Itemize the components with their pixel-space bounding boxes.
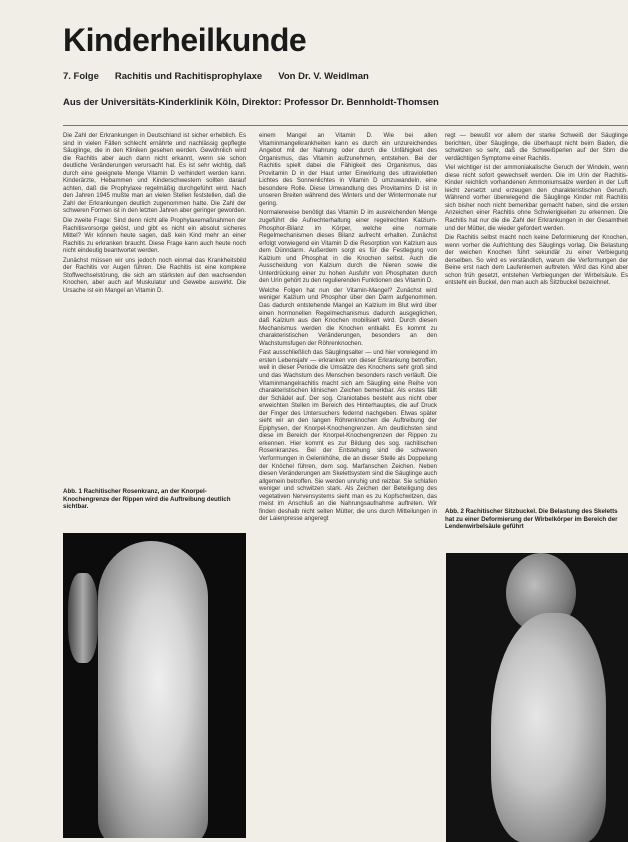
- paragraph: regt — bewußt vor allem der starke Schweiß der Säuglinge berichten, über Säuglinge, die überhaupt nicht beim Baden, die schwitzen so sehr, daß die Schweißperlen auf der Stirn die verdächtigen Symptome einer Rachitis.: [445, 132, 628, 162]
- paragraph: Viel wichtiger ist der ammoniakalische Geruch der Windeln, wenn diese nicht sofort gewechselt werden. Die im Urin der Rachitis-Kinder reichlich vorhandenen Ammoniumsalze werden in der Luft leicht zersetzt und erzeugen den charakteristischen Geruch. Während vorher überwiegend die Säuglinge Kinder mit Rachitis sich bisher noch nicht bemerkbar gemacht haben, sind die ersten Anzeichen einer Rachitis ohne Schwierigkeiten zu erkennen. Die Rachitis hat nur die die Zahl der Erkrankungen in der Gesamtheit und der Mütter, die wieder gefordert werden.: [445, 164, 628, 232]
- figure-2-caption: Abb. 2 Rachitischer Sitzbuckel. Die Belastung des Skeletts hat zu einer Deformierung der Wirbelkörper im Bereich der Lendenwirbelsäule geführt: [445, 508, 618, 531]
- paragraph: einem Mangel an Vitamin D. Wie bei allen Vitaminmangelkrankheiten kann es durch ein unzureichendes Angebot mit der Nahrung oder durch die Unfähigkeit des Organismus, das Vitamin aufzunehmen, entstehen. Bei der Rachitis spielt dabei die Fähigkeit des Organismus, das Provitamin D in der Haut unter Einwirkung des ultravioletten Lichtes des Sonnenlichtes in Vitamin D umzuwandeln, eine besondere Rolle. Diese Umwandlung des Provitamins D ist in unseren Breiten während des Winters und der Wintermonate nur gering.: [259, 132, 437, 207]
- paragraph: Die Zahl der Erkrankungen in Deutschland ist sicher erheblich. Es sind in vielen Fällen schlecht ernährte und nachlässig gepflegte Säuglinge, die in den Kliniken gesehen werden. Gewöhnlich wird die Rachitis aber auch dann nicht erkannt, wenn sie schon deutliche Veränderungen verursacht hat. Es ist sehr wichtig, daß durch eine geeignete Menge Vitamin D verhindert werden kann. Kinderärzte, Hebammen und Kinderschwestern sollten darauf achten, daß die Prophylaxe regelmäßig durchgeführt wird. Nach den Jahren 1945 mußte man an vielen Stellen feststellen, daß die Zahl der Erkrankungen deutlich zugenommen hatte. Die Zahl der schweren Formen ist in den letzten Jahren aber geringer geworden.: [63, 132, 246, 215]
- article-topic: Rachitis und Rachitisprophylaxe: [114, 71, 263, 82]
- photo-shape: [68, 573, 98, 663]
- header-divider: [63, 125, 628, 126]
- page-title: Kinderheilkunde: [63, 22, 307, 58]
- photo-shape: [491, 613, 606, 842]
- paragraph: Fast ausschließlich das Säuglingsalter — und hier vorwiegend im ersten Lebensjahr — erkranken von dieser Erkrankung betroffen, weil in dieser Periode die Umsätze des Knochens sehr groß sind und das Wachstum des Menschen besonders rasch verläuft. Die Vitaminmangelrachitis macht sich am Säugling eine Reihe von charakteristischen klinischen Zeichen bemerkbar. Als erstes fällt der Schädel auf. Der sog. Craniotabes besteht aus nicht ober erweichten Stellen im Bereich des Hinterhauptes, die auf Druck der Finger des Untersuchers federnd nachgeben. Etwas später sieht wir an den langen Röhrenknochen die Auftreibung der Epiphysen, der Knorpel-Knochengrenzen. Am deutlichsten sind diese im Bereich der Knorpel-Knochengrenzen der Rippen zu erkennen. Hier kommt es zur Bildung des sog. rachitischen Rosenkranzes. Bei der Entstehung sind die schweren Verformungen in Gelenkhöhe, die an dieser Stelle als Doppelung der Knöchel führen, dem sog. Marfanschen Zeichen. Neben diesen Veränderungen am Skelettsystem sind die Säuglinge auch allgemein betroffen. Sie werden unruhig und reizbar. Sie schlafen weniger und schwitzen stark. Als Zeichen der Beteiligung des vegetativen Nervensystems sieht man es zu Kopfschwitzen, das meist im Anschluß an die Nahrungsaufnahme auftreten. Wir finden deshalb nicht selten Mütter, die uns durch Mitteilungen in der Laienpresse angeregt: [259, 349, 437, 523]
- clinic-affiliation: Aus der Universitäts-Kinderklinik Köln, Direktor: Professor Dr. Bennholdt-Thomsen: [63, 97, 439, 108]
- photo-shape: [98, 541, 208, 838]
- article-meta: [63, 71, 369, 82]
- text-column-3: [445, 132, 628, 432]
- series-number: 7. Folge: [63, 71, 99, 82]
- figure-1-photo: [63, 533, 246, 838]
- paragraph: Zunächst müssen wir uns jedoch noch einmal das Krankheitsbild der Rachitis vor Augen führen. Die Rachitis ist eine komplexe Stoffwechselstörung, die sich am stärksten auf den wachsenden Knochen, aber auch auf Muskulatur und Gewebe auswirkt. Die Ursache ist ein Mangel an Vitamin D.: [63, 256, 246, 294]
- article-author: Von Dr. V. Weidlman: [278, 71, 369, 82]
- text-column-2: [259, 132, 437, 837]
- paragraph: Die Rachitis selbst macht noch keine Deformierung der Knochen, wenn vorher die Aufrichtung des Säuglings vorlag. Die Belastung der weichen Knochen führt sekundär zu einer Verbiegung derselben. So wird es verständlich, warum die Verformungen der Beine erst nach dem Laufenlernen auftreten. Wird das Kind aber schon früh gesetzt, entstehen Verbiegungen der Wirbelsäule. Es entsteht ein Buckel, den man auch als Sitzbuckel bezeichnet.: [445, 234, 628, 287]
- paragraph: Normalerweise benötigt das Vitamin D im ausreichenden Menge zugeführt die Aufrechterhaltung einer regelrechten Kalzium-Phosphor-Bilanz im Körper, welche eine normale Regelmechanismen dieses Bilanz aufrecht erhalten. Zunächst erfolgt vorwiegend ein Vitamin D die Resorption von Kalzium aus dem Dünndarm. Außerdem sorgt es für die Festlegung von Kalzium und Phosphat in die Knochen selbst. Auch die Ausscheidung von Kalzium durch die Nieren sowie die Unterdrückung einer zu hohen Ausfuhr von Phosphaten durch den Urin gehört zu den regulierenden Funktionen des Vitamin D.: [259, 209, 437, 285]
- paragraph: Die zweite Frage: Sind denn nicht alle Prophylaxemaßnahmen der Rachitisvorsorge gelöst, und gibt es nicht ein absolut sicheres Mittel? Wir können heute sagen, daß kein Kind mehr an einer Rachitis zu erkranken braucht. Diese Frage kann auch heute noch nicht eindeutig beantwortet werden.: [63, 217, 246, 255]
- text-column-1: [63, 132, 246, 462]
- figure-2-photo: [446, 553, 628, 842]
- paragraph: Welche Folgen hat nun der Vitamin-Mangel? Zunächst wird weniger Kalzium und Phosphor über den Darm aufgenommen. Das dadurch entstehende Mangel an Kalzium im Blut wird über einen hormonellen Regelmechanismus dadurch ausgeglichen, daß Kalzium aus den Knochen mobilisiert wird. Durch diesen Mechanismus werden die Knochen entkalkt. Es kommt zu charakteristischen Veränderungen, besonders an den Wachstumsfugen der Röhrenknochen.: [259, 286, 437, 347]
- figure-1-caption: Abb. 1 Rachitischer Rosenkranz, an der Knorpel-Knochengrenze der Rippen wird die Auftreibung deutlich sichtbar.: [63, 488, 231, 511]
